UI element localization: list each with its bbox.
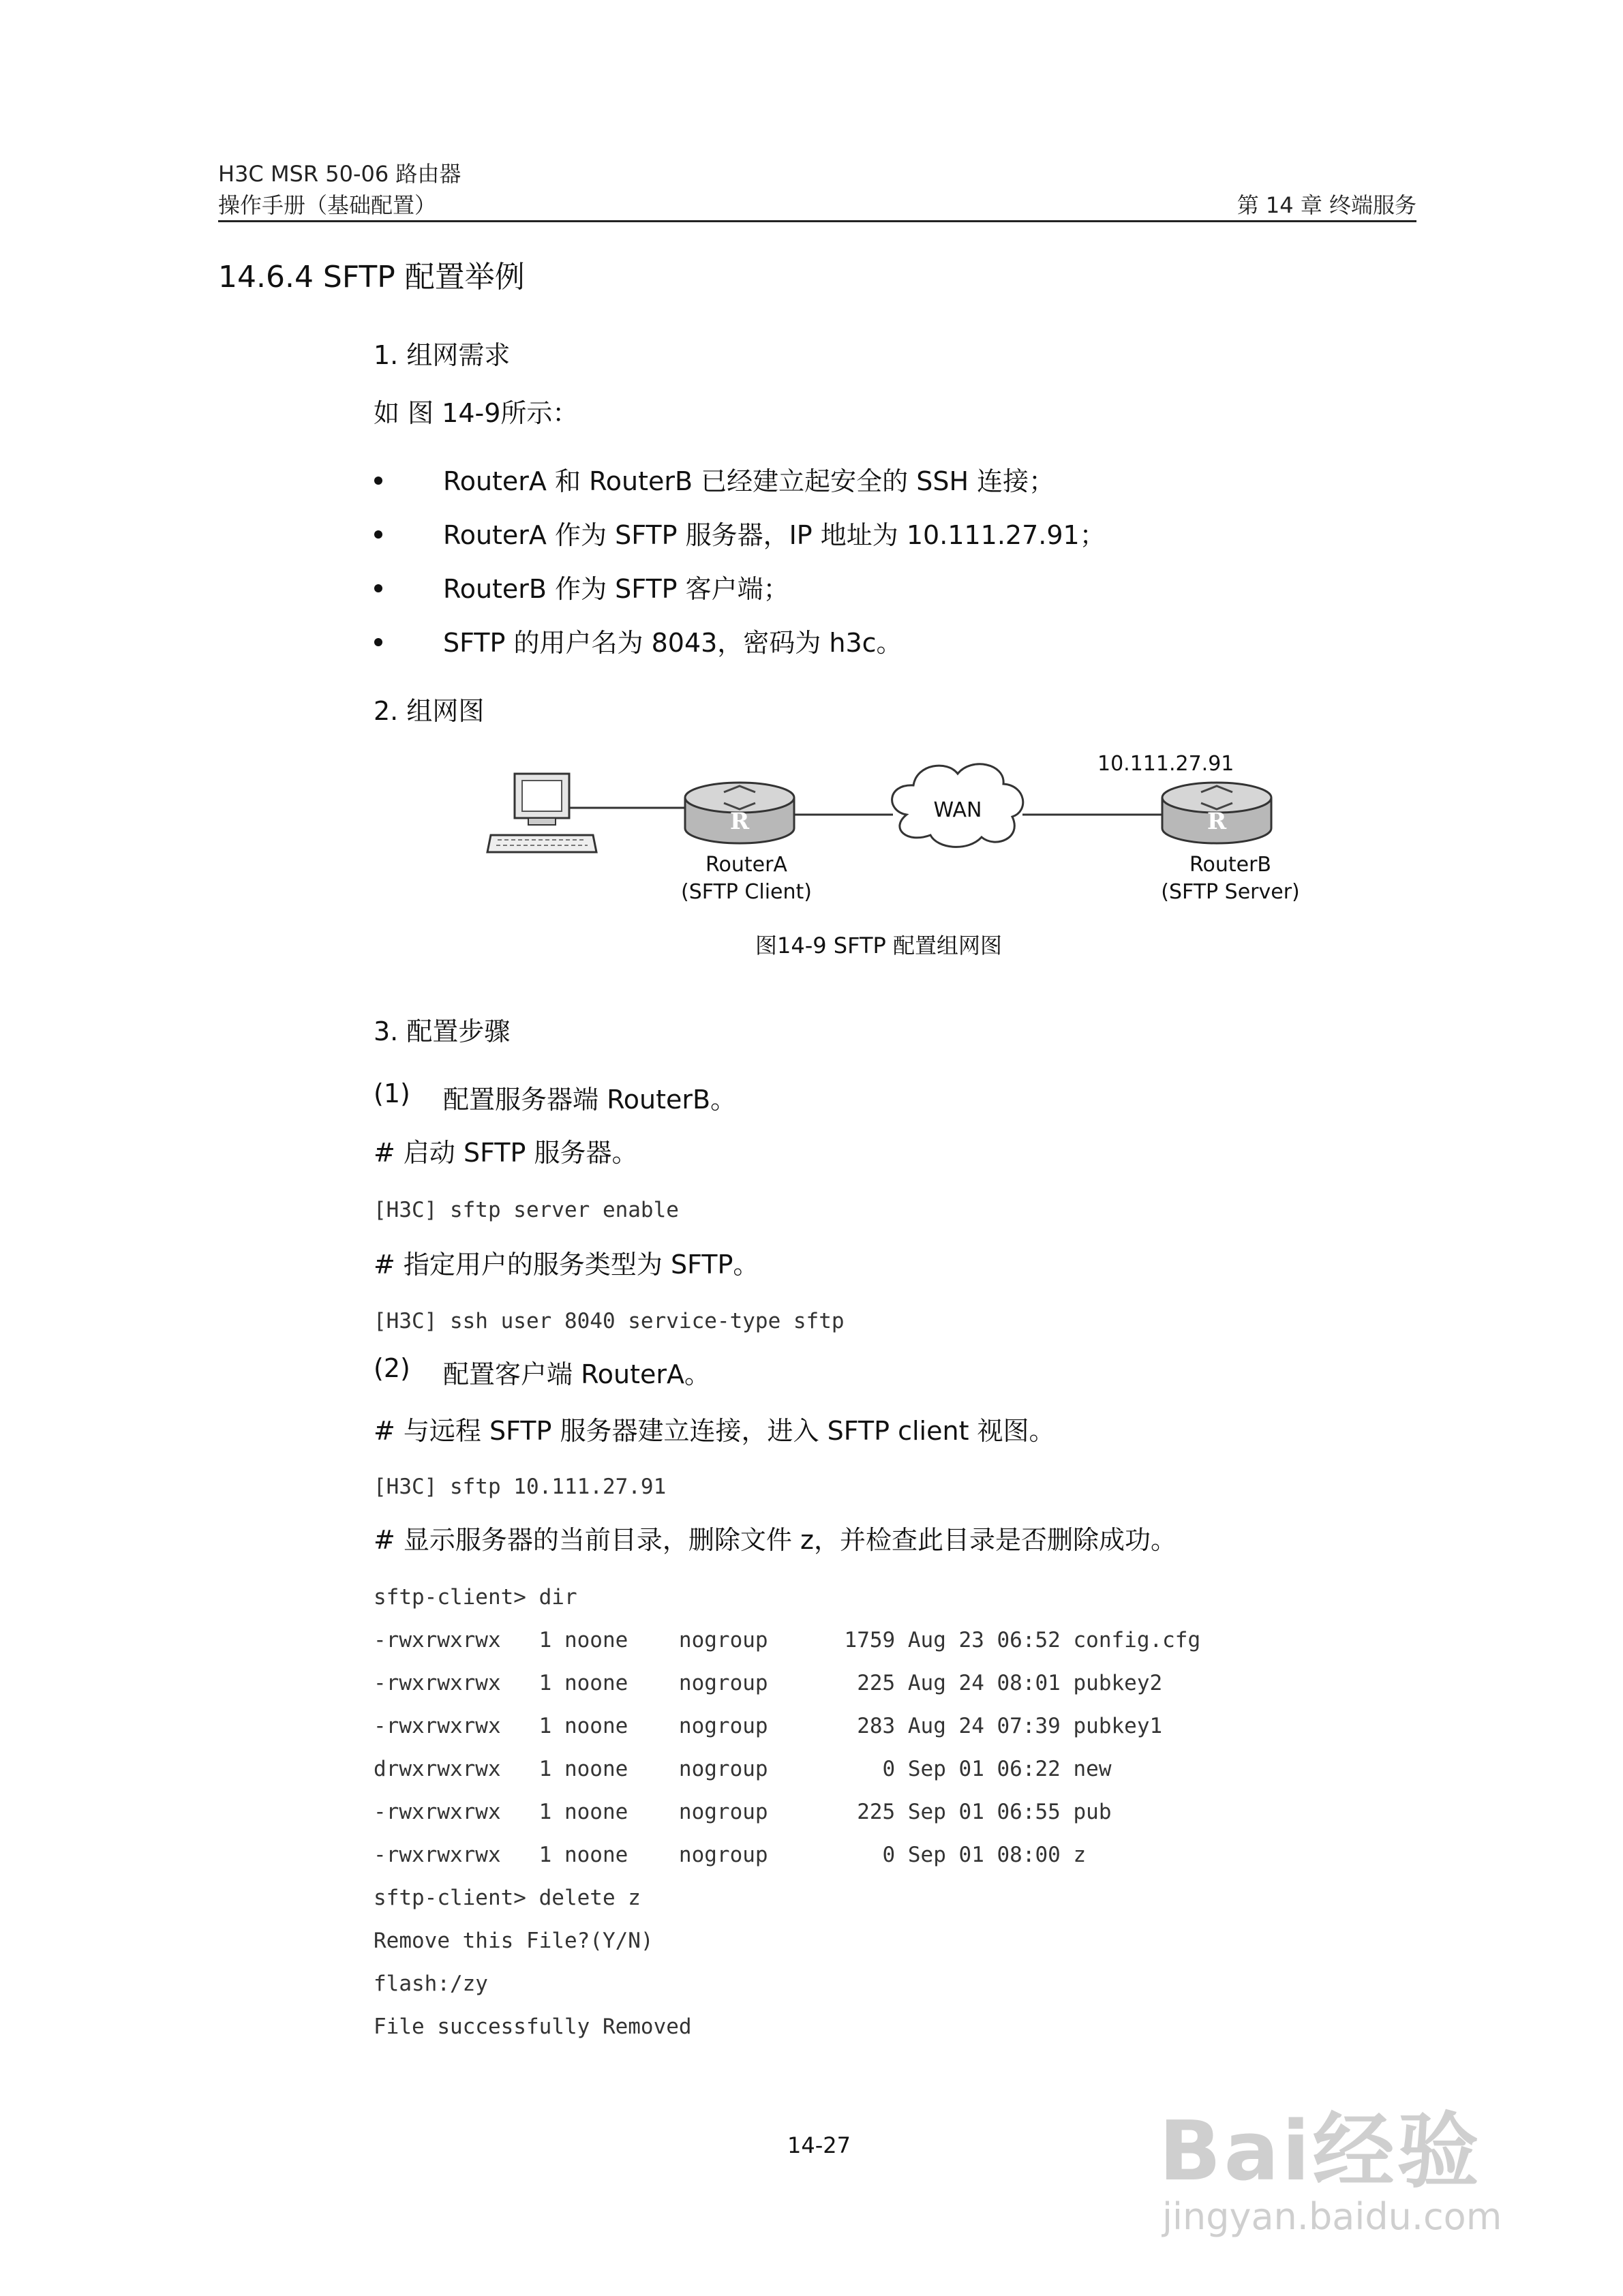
list-item: RouterB 作为 SFTP 客户端；	[443, 574, 789, 604]
code-line: File successfully Removed	[374, 2014, 692, 2039]
header-chapter: 第 14 章 终端服务	[1237, 192, 1416, 218]
code-line: -rwxrwxrwx 1 noone nogroup 0 Sep 01 08:00 z	[374, 1843, 1087, 1867]
code-line: Remove this File?(Y/N)	[374, 1929, 654, 1953]
wan-label: WAN	[933, 798, 982, 822]
code-line: -rwxrwxrwx 1 noone nogroup 225 Sep 01 06:55 pub	[374, 1800, 1112, 1824]
router-a-name: RouterA	[706, 853, 787, 877]
step2-text: 配置客户端 RouterA。	[443, 1359, 711, 1389]
comment-connect: # 与远程 SFTP 服务器建立连接，进入 SFTP client 视图。	[374, 1416, 1055, 1446]
code-line: -rwxrwxrwx 1 noone nogroup 225 Aug 24 08:01 pubkey2	[374, 1671, 1163, 1695]
ip-label: 10.111.27.91	[1097, 752, 1234, 776]
steps-heading: 3. 配置步骤	[374, 1016, 511, 1046]
pc-icon	[487, 774, 596, 852]
router-a-role: (SFTP Client)	[681, 880, 812, 904]
page-number: 14-27	[787, 2132, 851, 2158]
step1-text: 配置服务器端 RouterB。	[443, 1085, 737, 1115]
step1-number: (1)	[374, 1078, 410, 1108]
router-a-icon	[685, 783, 794, 843]
network-diagram	[477, 743, 1329, 920]
watermark-url: jingyan.baidu.com	[1162, 2195, 1502, 2238]
section-title: 14.6.4 SFTP 配置举例	[218, 260, 525, 294]
watermark-logo: Bai经验	[1159, 2104, 1482, 2199]
list-item: RouterA 和 RouterB 已经建立起安全的 SSH 连接；	[443, 466, 1055, 496]
router-b-role: (SFTP Server)	[1161, 880, 1300, 904]
code-line: drwxrwxrwx 1 noone nogroup 0 Sep 01 06:22 new	[374, 1757, 1112, 1781]
code-line: sftp-client> delete z	[374, 1886, 641, 1910]
requirements-heading: 1. 组网需求	[374, 340, 511, 370]
step2-number: (2)	[374, 1353, 410, 1383]
header-rule	[218, 220, 1416, 222]
code-line: -rwxrwxrwx 1 noone nogroup 1759 Aug 23 06:52 config.cfg	[374, 1628, 1201, 1652]
router-b-name: RouterB	[1189, 853, 1271, 877]
list-item: RouterA 作为 SFTP 服务器，IP 地址为 10.111.27.91；	[443, 520, 1106, 550]
code-line: flash:/zy	[374, 1972, 488, 1996]
code-line: [H3C] ssh user 8040 service-type sftp	[374, 1309, 845, 1333]
comment-dir-delete: # 显示服务器的当前目录，删除文件 z，并检查此目录是否删除成功。	[374, 1525, 1177, 1555]
router-b-glyph: R	[1207, 808, 1227, 835]
code-line: -rwxrwxrwx 1 noone nogroup 283 Aug 24 07:39 pubkey1	[374, 1714, 1163, 1738]
bullet-dot	[374, 638, 382, 646]
list-item: SFTP 的用户名为 8043，密码为 h3c。	[443, 628, 902, 658]
router-b-icon	[1162, 783, 1271, 843]
header-manual: 操作手册（基础配置）	[218, 192, 437, 218]
code-line: sftp-client> dir	[374, 1585, 577, 1610]
diagram-heading: 2. 组网图	[374, 696, 485, 726]
bullet-dot	[374, 530, 382, 539]
router-a-glyph: R	[729, 808, 750, 835]
comment-service-type: # 指定用户的服务类型为 SFTP。	[374, 1250, 759, 1280]
intro-text: 如 图 14-9所示：	[374, 398, 579, 428]
figure-caption: 图14-9 SFTP 配置组网图	[755, 933, 1002, 958]
bullet-dot	[374, 584, 382, 592]
comment-enable-server: # 启动 SFTP 服务器。	[374, 1138, 638, 1168]
code-line: [H3C] sftp server enable	[374, 1198, 679, 1222]
bullet-dot	[374, 477, 382, 485]
code-line: [H3C] sftp 10.111.27.91	[374, 1475, 667, 1499]
header-product: H3C MSR 50-06 路由器	[218, 161, 461, 187]
